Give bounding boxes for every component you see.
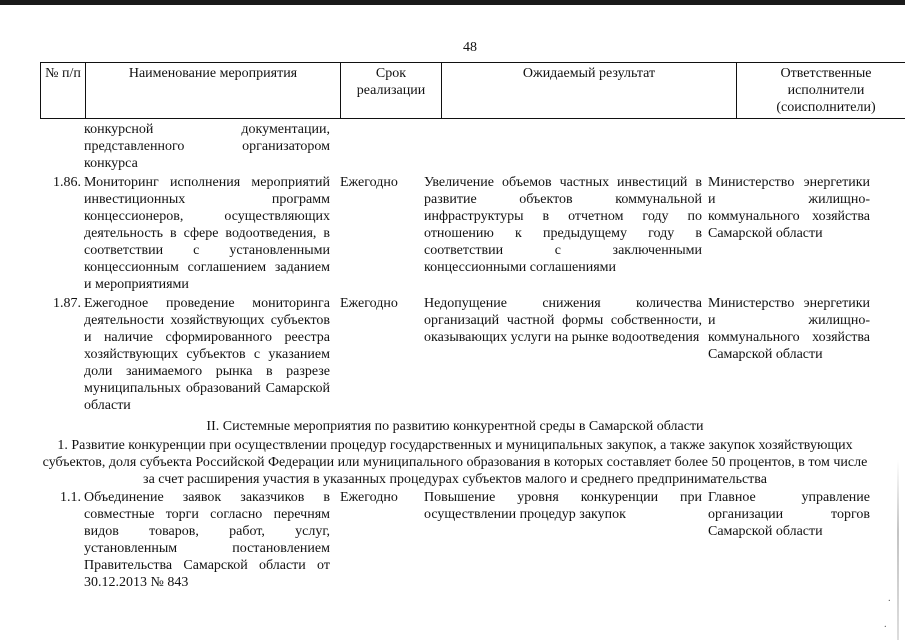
- table-row: [40, 489, 870, 591]
- scan-speck: ·: [883, 622, 887, 633]
- table-header: [40, 62, 905, 119]
- header-name: Наименование мероприятия: [86, 63, 341, 119]
- header-term: Срок реализации: [341, 63, 442, 119]
- row-187-num: 1.87.: [53, 296, 81, 311]
- subsection-title: 1. Развитие конкуренции при осуществлении процедур государственных и муниципальных закупок, а также закупок хозяйствующих субъектов, доля субъекта Российской Федерации или муниципального образования в которых составляет более 50 процентов, в том числе за счет расширения участия в указанных процедурах субъектов малого и среднего предпринимательства: [42, 438, 868, 487]
- row-186-term: Ежегодно: [340, 175, 398, 190]
- scan-speck: ·: [887, 596, 891, 607]
- row-187-responsible: Министерство энергетики и жилищно-коммунального хозяйства Самарской области: [708, 296, 870, 362]
- header-num: № п/п: [41, 63, 86, 119]
- section-title: II. Системные мероприятия по развитию конкурентной среды в Самарской области: [206, 419, 704, 434]
- row-186-responsible: Министерство энергетики и жилищно-коммунального хозяйства Самарской области: [708, 175, 870, 241]
- header-result: Ожидаемый результат: [442, 63, 737, 119]
- row-186-num: 1.86.: [53, 175, 81, 190]
- scan-top-border: [0, 0, 905, 5]
- row-186-result: Увеличение объемов частных инвестиций в развитие объектов коммунальной инфраструктуры в отчетном году по отношению к предыдущему году в соответствии с заключенными концессионными соглашениями: [424, 175, 702, 275]
- row-cont-name: конкурсной документации, представленного организатором конкурса: [84, 122, 330, 171]
- row-11-result: Повышение уровня конкуренции при осуществлении процедур закупок: [424, 490, 702, 522]
- row-187-name: Ежегодное проведение мониторинга деятельности хозяйствующих субъектов и наличие сформированного реестра хозяйствующих субъектов с указанием доли занимаемого рынка в разрезе муниципальных образований Самарской области: [84, 296, 330, 413]
- document-page: [40, 62, 876, 591]
- header-responsible: Ответственные исполнители (соисполнители): [737, 63, 905, 119]
- row-11-responsible: Главное управление организации торгов Самарской области: [708, 490, 870, 539]
- scan-edge-shadow: [897, 460, 899, 640]
- page-number: 48: [463, 40, 477, 55]
- row-11-term: Ежегодно: [340, 490, 398, 505]
- row-11-name: Объединение заявок заказчиков в совместные торги согласно перечням видов товаров, работ, услуг, установленным постановлением Правительства Самарской области от 30.12.2013 № 843: [84, 490, 330, 590]
- row-187-result: Недопущение снижения количества организаций частной формы собственности, оказывающих услуги на рынке водоотведения: [424, 296, 702, 345]
- row-187-term: Ежегодно: [340, 296, 398, 311]
- table-row: [40, 174, 870, 293]
- table-row: [40, 295, 870, 414]
- row-11-num: 1.1.: [60, 490, 81, 505]
- table-row: [40, 121, 870, 172]
- row-186-name: Мониторинг исполнения мероприятий инвестиционных программ концессионеров, осуществляющих деятельность в сфере водоотведения, в соответствии с установленными концессионным соглашением заданием и мероприятиями: [84, 175, 330, 292]
